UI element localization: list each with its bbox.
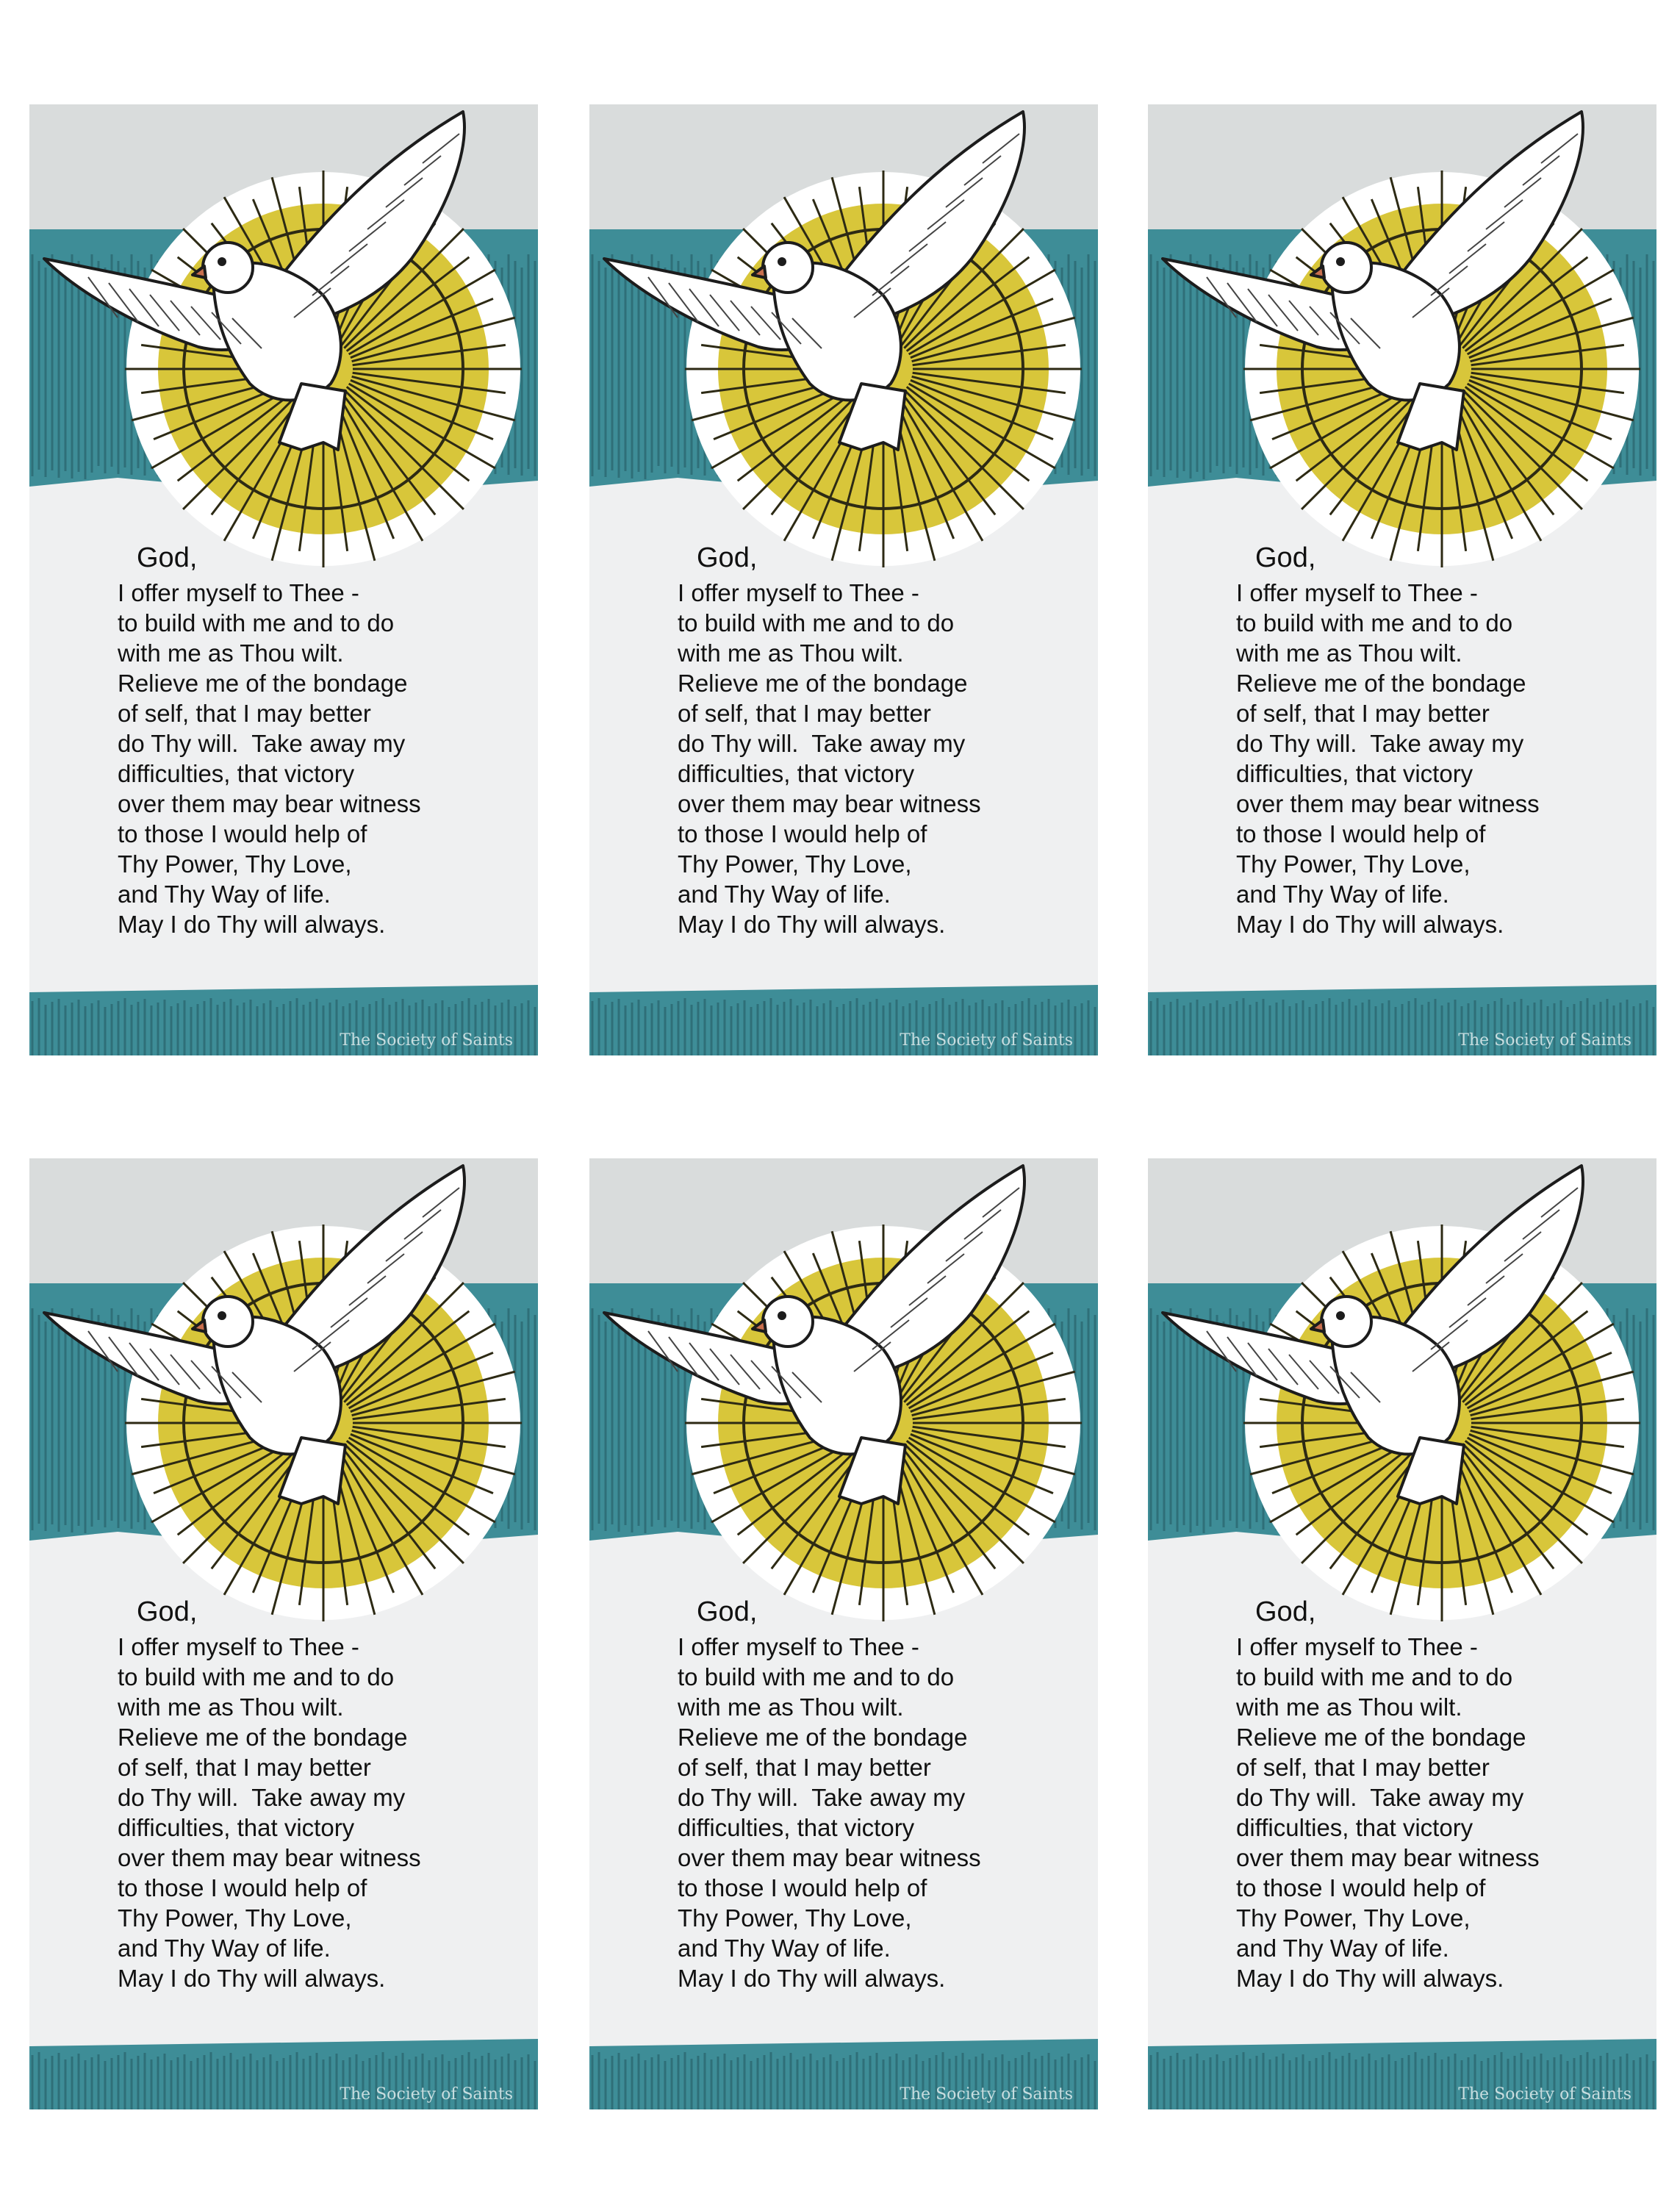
prayer-line: to build with me and to do <box>1236 609 1513 637</box>
prayer-line: do Thy will. Take away my <box>1236 730 1524 757</box>
prayer-line: to those I would help of <box>1236 820 1486 847</box>
prayer-line: difficulties, that victory <box>1236 760 1473 787</box>
prayer-line: May I do Thy will always. <box>678 911 946 938</box>
prayer-card <box>1148 104 1656 1055</box>
dove-head <box>203 1297 253 1347</box>
credit-label: The Society of Saints <box>1458 1031 1631 1050</box>
prayer-line: over them may bear witness <box>678 790 981 817</box>
credit-label: The Society of Saints <box>340 1031 513 1050</box>
prayer-line: I offer myself to Thee - <box>1236 1633 1478 1660</box>
prayer-line: to build with me and to do <box>678 1663 955 1690</box>
prayer-line: to those I would help of <box>118 820 367 847</box>
prayer-line: Thy Power, Thy Love, <box>118 1904 352 1932</box>
prayer-line: difficulties, that victory <box>118 760 355 787</box>
credit-label: The Society of Saints <box>900 1031 1073 1050</box>
prayer-line: I offer myself to Thee - <box>118 1633 359 1660</box>
prayer-card <box>1148 1158 1656 2109</box>
dove-eye <box>1338 259 1343 265</box>
prayer-line: difficulties, that victory <box>118 1814 355 1841</box>
prayer-card <box>589 1158 1098 2109</box>
prayer-line: Thy Power, Thy Love, <box>1236 850 1471 878</box>
prayer-text <box>118 578 529 939</box>
prayer-line: May I do Thy will always. <box>118 911 386 938</box>
prayer-line: of self, that I may better <box>118 1754 371 1781</box>
prayer-line: Relieve me of the bondage <box>678 670 968 697</box>
prayer-line: difficulties, that victory <box>678 760 915 787</box>
prayer-text <box>1236 578 1648 939</box>
prayer-line: do Thy will. Take away my <box>118 1784 406 1811</box>
prayer-line: to those I would help of <box>678 820 927 847</box>
dove-head <box>1321 1297 1371 1347</box>
prayer-line: of self, that I may better <box>118 700 371 727</box>
prayer-line: of self, that I may better <box>1236 1754 1490 1781</box>
prayer-line: Thy Power, Thy Love, <box>678 850 912 878</box>
prayer-line: difficulties, that victory <box>1236 1814 1473 1841</box>
prayer-line: to build with me and to do <box>678 609 955 637</box>
prayer-line: Relieve me of the bondage <box>1236 1724 1526 1751</box>
dove-head <box>1321 243 1371 293</box>
prayer-line: do Thy will. Take away my <box>678 1784 966 1811</box>
prayer-line: over them may bear witness <box>118 1844 421 1871</box>
prayer-line: I offer myself to Thee - <box>1236 579 1478 606</box>
prayer-line: to those I would help of <box>1236 1874 1486 1901</box>
prayer-text <box>1236 1632 1648 1993</box>
prayer-line: with me as Thou wilt. <box>118 1693 344 1721</box>
prayer-line: do Thy will. Take away my <box>118 730 406 757</box>
prayer-line: to build with me and to do <box>118 1663 395 1690</box>
prayer-line: of self, that I may better <box>1236 700 1490 727</box>
prayer-line: and Thy Way of life. <box>678 881 891 908</box>
prayer-line: Thy Power, Thy Love, <box>678 1904 912 1932</box>
prayer-line: with me as Thou wilt. <box>1236 639 1462 667</box>
prayer-line: with me as Thou wilt. <box>678 639 904 667</box>
prayer-greeting: God, <box>1255 1596 1316 1627</box>
prayer-line: and Thy Way of life. <box>118 881 331 908</box>
prayer-line: difficulties, that victory <box>678 1814 915 1841</box>
prayer-line: of self, that I may better <box>678 1754 931 1781</box>
dove-head <box>763 243 813 293</box>
dove-eye <box>219 259 225 265</box>
prayer-line: Relieve me of the bondage <box>118 1724 408 1751</box>
prayer-card <box>589 104 1098 1055</box>
credit-label: The Society of Saints <box>1458 2085 1631 2104</box>
dove-head <box>203 243 253 293</box>
dove-head <box>763 1297 813 1347</box>
prayer-line: over them may bear witness <box>118 790 421 817</box>
prayer-line: of self, that I may better <box>678 700 931 727</box>
prayer-line: May I do Thy will always. <box>1236 911 1504 938</box>
prayer-line: Relieve me of the bondage <box>118 670 408 697</box>
prayer-card <box>29 1158 538 2109</box>
prayer-greeting: God, <box>697 542 758 573</box>
dove-eye <box>779 1313 785 1319</box>
prayer-line: Relieve me of the bondage <box>678 1724 968 1751</box>
prayer-line: and Thy Way of life. <box>678 1935 891 1962</box>
prayer-line: Thy Power, Thy Love, <box>1236 1904 1471 1932</box>
prayer-line: with me as Thou wilt. <box>118 639 344 667</box>
prayer-line: May I do Thy will always. <box>678 1965 946 1992</box>
prayer-line: over them may bear witness <box>1236 790 1540 817</box>
prayer-line: May I do Thy will always. <box>1236 1965 1504 1992</box>
prayer-text <box>678 578 1089 939</box>
prayer-greeting: God, <box>137 542 198 573</box>
prayer-line: over them may bear witness <box>1236 1844 1540 1871</box>
prayer-line: and Thy Way of life. <box>1236 1935 1449 1962</box>
prayer-line: to build with me and to do <box>1236 1663 1513 1690</box>
prayer-line: with me as Thou wilt. <box>678 1693 904 1721</box>
prayer-line: to those I would help of <box>678 1874 927 1901</box>
prayer-line: with me as Thou wilt. <box>1236 1693 1462 1721</box>
credit-label: The Society of Saints <box>900 2085 1073 2104</box>
prayer-line: do Thy will. Take away my <box>1236 1784 1524 1811</box>
prayer-line: do Thy will. Take away my <box>678 730 966 757</box>
prayer-line: May I do Thy will always. <box>118 1965 386 1992</box>
prayer-line: to those I would help of <box>118 1874 367 1901</box>
prayer-line: over them may bear witness <box>678 1844 981 1871</box>
dove-eye <box>1338 1313 1343 1319</box>
prayer-line: I offer myself to Thee - <box>678 579 919 606</box>
prayer-line: to build with me and to do <box>118 609 395 637</box>
prayer-line: and Thy Way of life. <box>118 1935 331 1962</box>
prayer-text <box>678 1632 1089 1993</box>
dove-eye <box>219 1313 225 1319</box>
prayer-text <box>118 1632 529 1993</box>
prayer-line: Relieve me of the bondage <box>1236 670 1526 697</box>
prayer-line: I offer myself to Thee - <box>678 1633 919 1660</box>
prayer-line: I offer myself to Thee - <box>118 579 359 606</box>
credit-label: The Society of Saints <box>340 2085 513 2104</box>
prayer-card <box>29 104 538 1055</box>
prayer-greeting: God, <box>137 1596 198 1627</box>
prayer-line: and Thy Way of life. <box>1236 881 1449 908</box>
prayer-greeting: God, <box>697 1596 758 1627</box>
prayer-greeting: God, <box>1255 542 1316 573</box>
dove-eye <box>779 259 785 265</box>
prayer-line: Thy Power, Thy Love, <box>118 850 352 878</box>
